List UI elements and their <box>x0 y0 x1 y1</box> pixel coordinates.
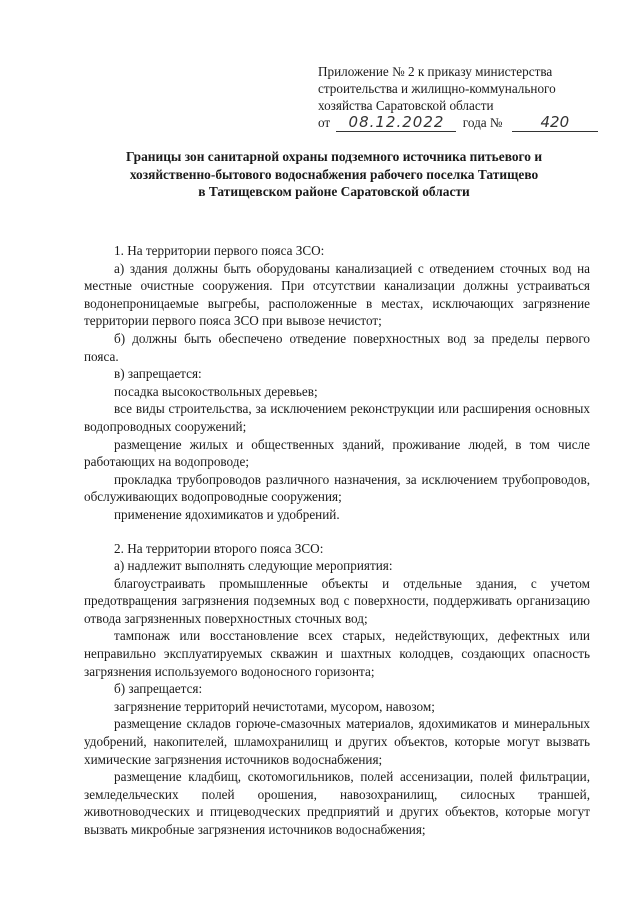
appendix-line-1: Приложение № 2 к приказу министерства <box>318 64 553 79</box>
section-1-paragraph: прокладка трубопроводов различного назначения, за исключением трубопроводов, обслуживающих водопроводные сооружения; <box>84 471 590 505</box>
section-1-paragraph: все виды строительства, за исключением реконструкции или расширения основных водопроводных сооружений; <box>84 401 590 434</box>
section-2-paragraph: а) надлежит выполнять следующие мероприятия: <box>114 558 393 574</box>
handwritten-date: 08.12.2022 <box>336 114 456 132</box>
section-2-paragraph: благоустраивать промышленные объекты и отдельные здания, с учетом предотвращения загрязнения подземных вод с поверхности, поддерживать организацию отвода загрязненных поверхностных сточных вод; <box>84 575 590 626</box>
section-2-paragraph: размещение кладбищ, скотомогильников, полей ассенизации, полей фильтрации, земледельческих полей орошения, навозохранилищ, силосных траншей, животноводческих и птицеводческих предприятий и других объектов, которые могут вызвать микробные загрязнения источников водоснабжения; <box>84 769 590 837</box>
section-1-paragraph: б) должны быть обеспечено отведение поверхностных вод за пределы первого пояса. <box>84 330 590 364</box>
section-2-paragraph: загрязнение территорий нечистотами, мусором, навозом; <box>114 698 435 714</box>
handwritten-number: 420 <box>512 114 598 132</box>
from-label: от <box>318 115 331 130</box>
year-label: года № <box>462 115 503 130</box>
title-line-1: Границы зон санитарной охраны подземного источника питьевого и <box>125 149 543 164</box>
appendix-line-3: хозяйства Саратовской области <box>318 98 494 113</box>
section-2-paragraph: б) запрещается: <box>114 681 203 697</box>
section-2-paragraph: тампонаж или восстановление всех старых, недействующих, дефектных или неправильно эксплуатируемых скважин и шахтных колодцев, создающих опасность загрязнения используемого водоносного горизонта; <box>84 628 590 679</box>
section-gap <box>84 524 590 540</box>
section-1-paragraph: размещение жилых и общественных зданий, проживание людей, в том числе работающих на водопроводе; <box>84 436 590 470</box>
appendix-line-2: строительства и жилищно-коммунального <box>318 81 556 96</box>
title-line-2: хозяйственно-бытового водоснабжения рабочего поселка Татищево <box>129 166 539 182</box>
document-body <box>84 242 590 839</box>
section-1-paragraph: а) здания должны быть оборудованы канализацией с отведением сточных вод на местные очистные сооружения. При отсутствии канализации должны устраиваться водонепроницаемые выгребы, расположенные в местах, исключающих загрязнение территории первого пояса ЗСО при вывозе нечистот; <box>84 260 590 329</box>
section-1-paragraph: применение ядохимикатов и удобрений. <box>114 506 340 522</box>
section-1-heading: 1. На территории первого пояса ЗСО: <box>114 243 325 258</box>
section-2-paragraph: размещение складов горюче-смазочных материалов, ядохимикатов и минеральных удобрений, накопителей, шламохранилищ и других объектов, которые могут вызвать химические загрязнения источников водоснабжения; <box>84 716 590 767</box>
section-1-paragraph: посадка высокоствольных деревьев; <box>114 383 318 399</box>
section-1-paragraph: в) запрещается: <box>114 366 202 382</box>
appendix-header <box>318 63 610 132</box>
section-2-heading: 2. На территории второго пояса ЗСО: <box>114 540 324 556</box>
title-line-3: в Татищевском районе Саратовской области <box>198 184 470 199</box>
document-title <box>84 148 584 201</box>
appendix-date-row <box>318 114 610 132</box>
